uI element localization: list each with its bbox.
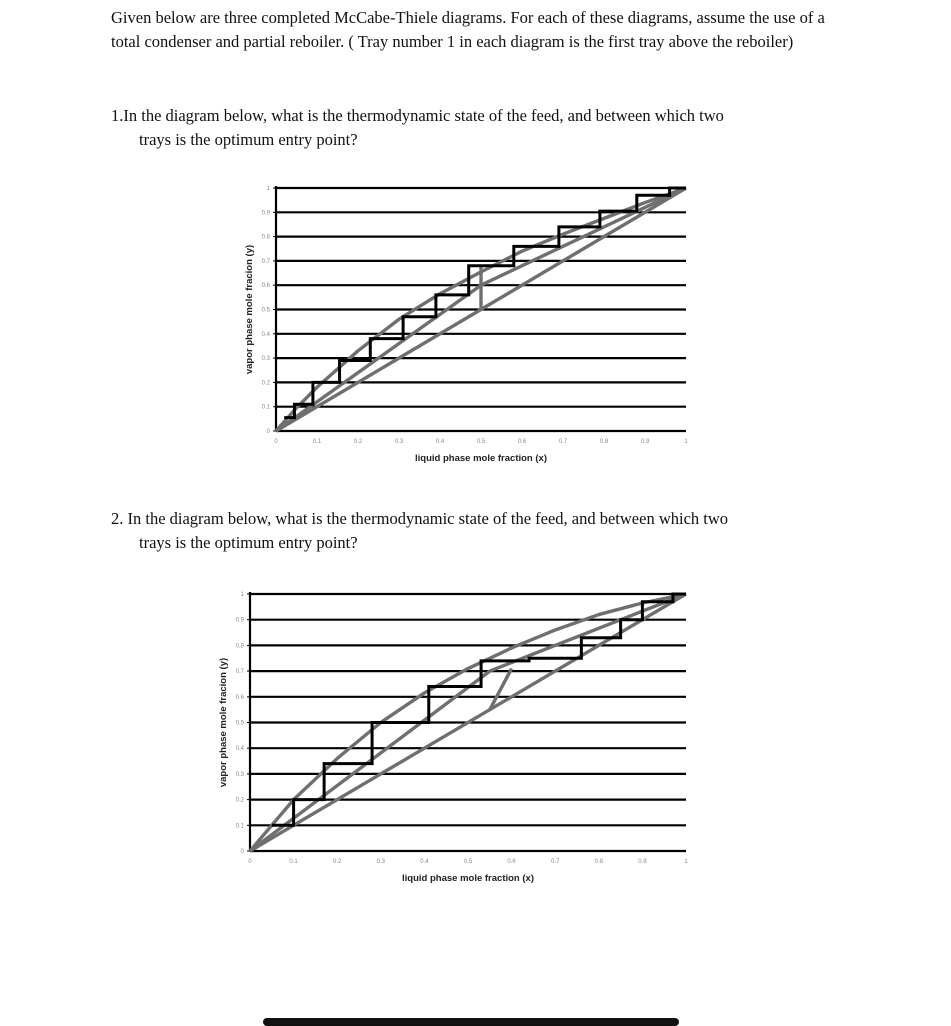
question-1-line-2: trays is the optimum entry point? bbox=[139, 130, 358, 149]
y-tick-label: 0.5 bbox=[261, 307, 270, 314]
question-1-line-1: 1.In the diagram below, what is the thermodynamic state of the feed, and between which two bbox=[111, 106, 724, 125]
x-tick-label: 0.7 bbox=[558, 439, 568, 445]
y-tick-label: 0.7 bbox=[235, 669, 244, 676]
x-tick-label: 0.1 bbox=[312, 439, 322, 445]
chart-1-svg bbox=[232, 180, 702, 480]
x-tick-label: 0.9 bbox=[640, 439, 650, 445]
mccabe-thiele-chart-1 bbox=[232, 180, 702, 480]
y-tick-label: 1 bbox=[240, 592, 244, 598]
y-tick-label: 0.9 bbox=[235, 617, 244, 624]
y-tick-label: 0.9 bbox=[261, 210, 270, 217]
x-tick-label: 0 bbox=[274, 439, 278, 445]
mccabe-thiele-chart-2 bbox=[205, 585, 705, 895]
x-tick-label: 0.3 bbox=[394, 439, 404, 445]
x-tick-label: 0.4 bbox=[435, 439, 445, 445]
x-tick-label: 0.5 bbox=[463, 859, 473, 865]
y-tick-label: 0.3 bbox=[261, 356, 270, 363]
y-tick-label: 0.5 bbox=[235, 720, 244, 727]
x-tick-label: 0.5 bbox=[476, 439, 486, 445]
x-tick-label: 1 bbox=[684, 439, 688, 445]
x-tick-label: 0.6 bbox=[517, 439, 527, 445]
x-tick-label: 0.7 bbox=[551, 859, 560, 865]
home-indicator-bar bbox=[263, 1018, 679, 1026]
x-tick-label: 0.3 bbox=[376, 859, 385, 865]
y-tick-label: 0.6 bbox=[261, 283, 270, 290]
x-tick-label: 0.4 bbox=[420, 859, 429, 865]
x-tick-label: 0.9 bbox=[638, 859, 647, 865]
y-axis-label: vapor phase mole fracion (y) bbox=[218, 657, 229, 788]
x-tick-label: 0.8 bbox=[599, 439, 609, 445]
y-tick-label: 0.3 bbox=[235, 771, 244, 778]
x-tick-label: 0.2 bbox=[353, 439, 363, 445]
y-tick-label: 0.7 bbox=[261, 258, 270, 265]
y-axis-label: vapor phase mole fracion (y) bbox=[244, 244, 255, 375]
y-tick-label: 0.8 bbox=[261, 234, 270, 241]
question-2-line-2: trays is the optimum entry point? bbox=[139, 533, 358, 552]
y-tick-label: 0.4 bbox=[261, 331, 270, 338]
y-tick-label: 0.6 bbox=[235, 694, 244, 701]
y-tick-label: 0 bbox=[266, 429, 270, 435]
y-tick-label: 0.2 bbox=[235, 797, 244, 804]
question-2-line-1: 2. In the diagram below, what is the thermodynamic state of the feed, and between which two bbox=[111, 509, 729, 528]
y-tick-label: 1 bbox=[266, 186, 270, 192]
x-axis-label: liquid phase mole fraction (x) bbox=[415, 453, 547, 464]
y-tick-label: 0.8 bbox=[235, 643, 244, 650]
x-tick-label: 0.8 bbox=[594, 859, 603, 865]
x-tick-label: 0.1 bbox=[289, 859, 298, 865]
x-tick-label: 1 bbox=[684, 859, 688, 865]
y-tick-label: 0 bbox=[240, 849, 244, 855]
intro-paragraph: Given below are three completed McCabe-Thiele diagrams. For each of these diagrams, assume the use of a total condenser and partial reboiler. ( Tray number 1 in each diagram is the first tray above the reboiler) bbox=[111, 8, 825, 51]
y-tick-label: 0.1 bbox=[261, 404, 270, 411]
x-axis-label: liquid phase mole fraction (x) bbox=[402, 873, 534, 884]
question-1 bbox=[111, 104, 831, 152]
y-tick-label: 0.2 bbox=[261, 380, 270, 387]
x-tick-label: 0.2 bbox=[333, 859, 342, 865]
x-tick-label: 0.6 bbox=[507, 859, 516, 865]
question-2 bbox=[111, 507, 831, 555]
y-tick-label: 0.1 bbox=[235, 823, 244, 830]
y-tick-label: 0.4 bbox=[235, 746, 244, 753]
x-tick-label: 0 bbox=[248, 859, 252, 865]
chart-2-svg bbox=[205, 585, 705, 895]
